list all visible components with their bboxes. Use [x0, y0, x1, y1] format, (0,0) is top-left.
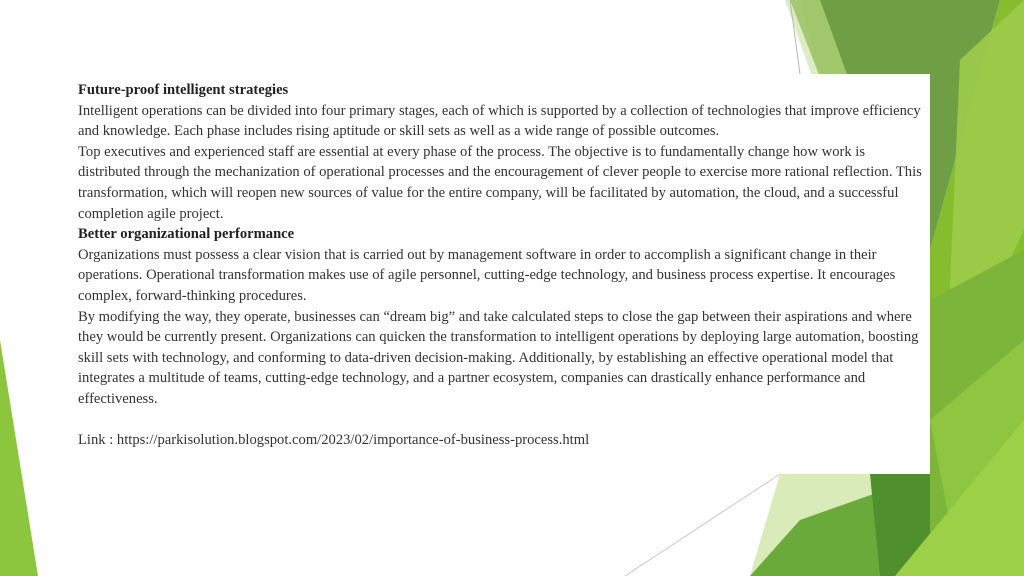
paragraph-clear-vision: Organizations must possess a clear vision that is carried out by management software in order to accomplish a significant change in their operations. Operational transformation makes use of agile personnel, cutting-edge technology, and business process expertise. It encourages complex, forward-thinking procedures. [78, 246, 896, 304]
paragraph-stages: Intelligent operations can be divided into four primary stages, each of which is supported by a collection of technologies that improve efficiency and knowledge. Each phase includes rising aptitude or skill sets as well as a wide range of possible outcomes. [78, 102, 921, 140]
heading-future-proof: Future-proof intelligent strategies [78, 82, 289, 98]
article-text [78, 80, 926, 451]
spacer [78, 410, 926, 431]
paragraph-dream-big: By modifying the way, they operate, businesses can “dream big” and take calculated steps to close the gap between their aspirations and where they would be currently present. Organizations can quicken the transformation to intelligent operations by deploying large automation, boosting skill sets with technology, and conforming to data-driven decision-making. Additionally, by establishing an effective operational model that integrates a multitude of teams, cutting-edge technology, and a partner ecosystem, companies can drastically enhance performance and effectiveness. [78, 308, 919, 407]
content-box [62, 74, 930, 474]
heading-better-performance: Better organizational performance [78, 226, 295, 243]
link-line[interactable]: Link : https://parkisolution.blogspot.com/2023/02/importance-of-business-process.html [78, 432, 590, 449]
paragraph-executives: Top executives and experienced staff are essential at every phase of the process. The objective is to fundamentally change how work is distributed through the mechanization of operational processes and the encouragement of clever people to exercise more rational reflection. This transformation, which will reopen new sources of value for the entire company, will be facilitated by automation, the cloud, and a successful completion agile project. [78, 143, 922, 222]
left-green-sliver [0, 340, 38, 576]
